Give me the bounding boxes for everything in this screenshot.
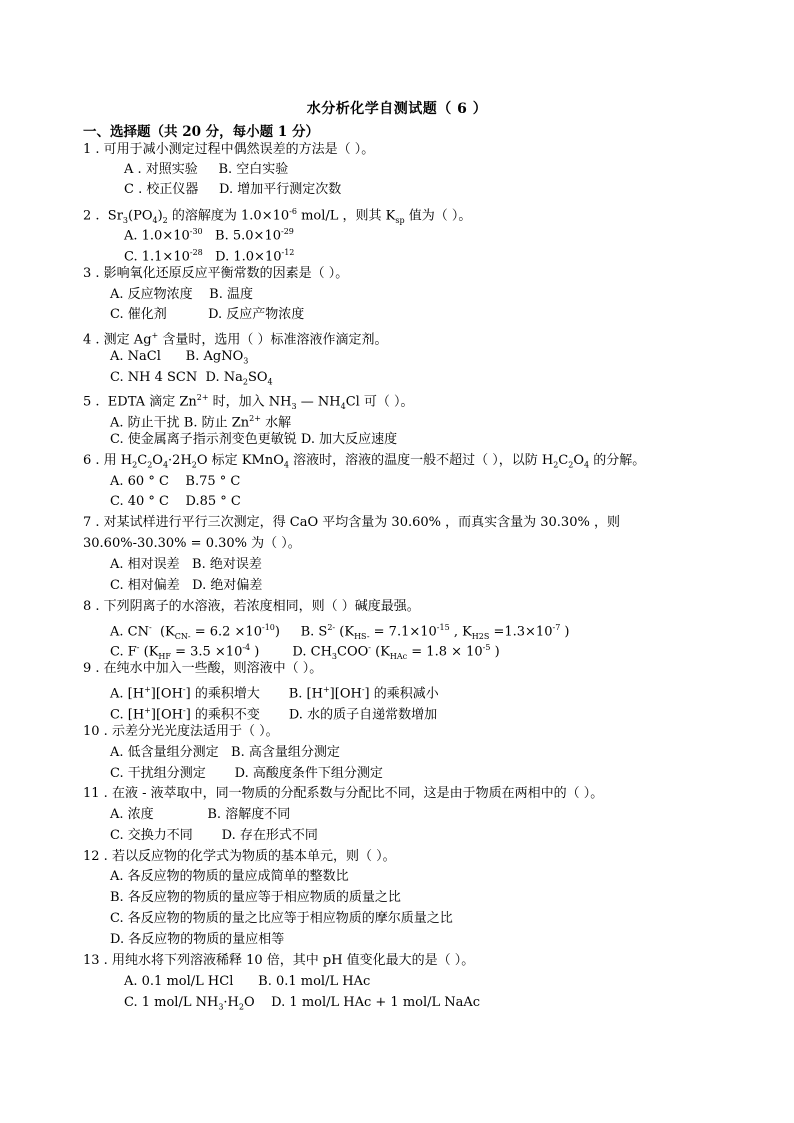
section-heading: 一、选择题（共 20 分，每小题 1 分） — [83, 124, 319, 140]
question-text: 11 . 在液 - 液萃取中，同一物质的分配系数与分配比不同，这是由于物质在两相中的（ ）。 — [83, 786, 604, 801]
option-line: A. 防止干扰 B. 防止 $Zn^{2+}$ 水解 — [110, 414, 292, 431]
option-line: C. 1 mol/L $NH_3\cdot H_2O$ D. 1 mol/L HAc + 1 mol/L NaAc — [124, 995, 481, 1012]
question-text: 1 . 可用于减小测定过程中偶然误差的方法是（ ）。 — [83, 142, 375, 157]
option-line: C. NH 4 SCN D. $Na_2SO_4$ — [110, 370, 273, 387]
question-text: 9 . 在纯水中加入一些酸，则溶液中（ ）。 — [83, 661, 323, 676]
question-text: 7 . 对某试样进行平行三次测定，得 CaO 平均含量为 30.60% ，而真实含量为 30.30% ，则 — [83, 515, 620, 530]
option-line: A . 对照实验 B. 空白实验 — [124, 162, 289, 177]
question-text: 13 . 用纯水将下列溶液稀释 10 倍，其中 pH 值变化最大的是（ ）。 — [83, 953, 475, 968]
question-text: 10 . 示差分光光度法适用于（ ）。 — [83, 724, 279, 739]
option-line: A. 60 ° C B.75 ° C — [110, 474, 241, 489]
option-line: A. 浓度 B. 溶解度不同 — [110, 807, 291, 822]
option-line: C. 使金属离子指示剂变色更敏锐 D. 加大反应速度 — [110, 432, 398, 447]
question-text: 8 . 下列阴离子的水溶液，若浓度相同，则（ ）碱度最强。 — [83, 599, 420, 614]
option-line: 30.60%-30.30% = 0.30% 为（ ）。 — [83, 536, 301, 551]
option-line: C. 交换力不同 D. 存在形式不同 — [110, 828, 318, 843]
option-line: B. 各反应物的物质的量应等于相应物质的质量之比 — [110, 890, 401, 905]
question-text: 3 . 影响氧化还原反应平衡常数的因素是（ ）。 — [83, 266, 349, 281]
option-line: A. NaCl B. AgNO$_3$ — [110, 349, 249, 366]
option-line: C. F- ($K_{HF} = 3.5 \times 10^{-4}$ ) D. $CH_3COO^-$ ($K_{HAc} = 1.8 \times 10^{-5}$ ) — [110, 643, 500, 661]
question-text: 4 . 测定 Ag+ 含量时，选用（ ）标准溶液作滴定剂。 — [83, 331, 388, 348]
option-line: A. [H+][OH-] 的乘积增大 B. [H+][OH-] 的乘积减小 — [110, 685, 439, 702]
question-text: 2 . $Sr_3(PO_4)_2$ 的溶解度为 $1.0\times 10^{-6}$ mol/L ，则其 $K_{sp}$ 值为（ ）。 — [83, 207, 472, 225]
option-line: A. 0.1 mol/L HCl B. 0.1 mol/L HAc — [124, 974, 371, 989]
option-line: C. 各反应物的物质的量之比应等于相应物质的摩尔质量之比 — [110, 911, 453, 926]
option-line: C. [H+][OH-] 的乘积不变 D. 水的质子自递常数增加 — [110, 706, 438, 723]
option-line: C. 干扰组分测定 D. 高酸度条件下组分测定 — [110, 766, 383, 781]
option-line: C. 40 ° C D.85 ° C — [110, 494, 241, 509]
option-line: A. 相对误差 B. 绝对误差 — [110, 557, 262, 572]
question-text: 12 . 若以反应物的化学式为物质的基本单元，则（ ）。 — [83, 849, 396, 864]
question-text: 5 . EDTA 滴定 $Zn^{2+}$ 时，加入 $NH_3$ — $NH_4Cl$ 可（ ）。 — [83, 393, 414, 411]
option-line: C. 催化剂 D. 反应产物浓度 — [110, 307, 305, 322]
option-line: C. 相对偏差 D. 绝对偏差 — [110, 578, 263, 593]
option-line: A. $1.0\times 10^{-30}$ B. $5.0\times 10^{-29}$ — [124, 227, 294, 244]
option-line: C . 校正仪器 D. 增加平行测定次数 — [124, 182, 342, 197]
option-line: C. $1.1\times 10^{-28}$ D. $1.0\times 10^{-12}$ — [124, 248, 295, 265]
option-line: A. 低含量组分测定 B. 高含量组分测定 — [110, 745, 340, 760]
option-line: A. 反应物浓度 B. 温度 — [110, 287, 254, 302]
question-text: 6 . 用 $H_2C_2O_4\cdot 2H_2O$ 标定 KMnO$_4$ 溶液时，溶液的温度一般不超过（ ），以防 $H_2C_2O_4$ 的分解。 — [83, 453, 646, 470]
option-line: A. CN- $(K_{CN-} = 6.2 \times 10^{-10})$ B. $S^{2-}$ ($K_{HS-} = 7.1\times 10^{-15}$ , $K_{H2S} =1.3\times 10^{-7}$ ) — [110, 623, 570, 641]
option-line: A. 各反应物的物质的量应成简单的整数比 — [110, 869, 349, 884]
page-title: 水分析化学自测试题（ 6 ） — [306, 101, 488, 117]
option-line: D. 各反应物的物质的量应相等 — [110, 932, 285, 947]
